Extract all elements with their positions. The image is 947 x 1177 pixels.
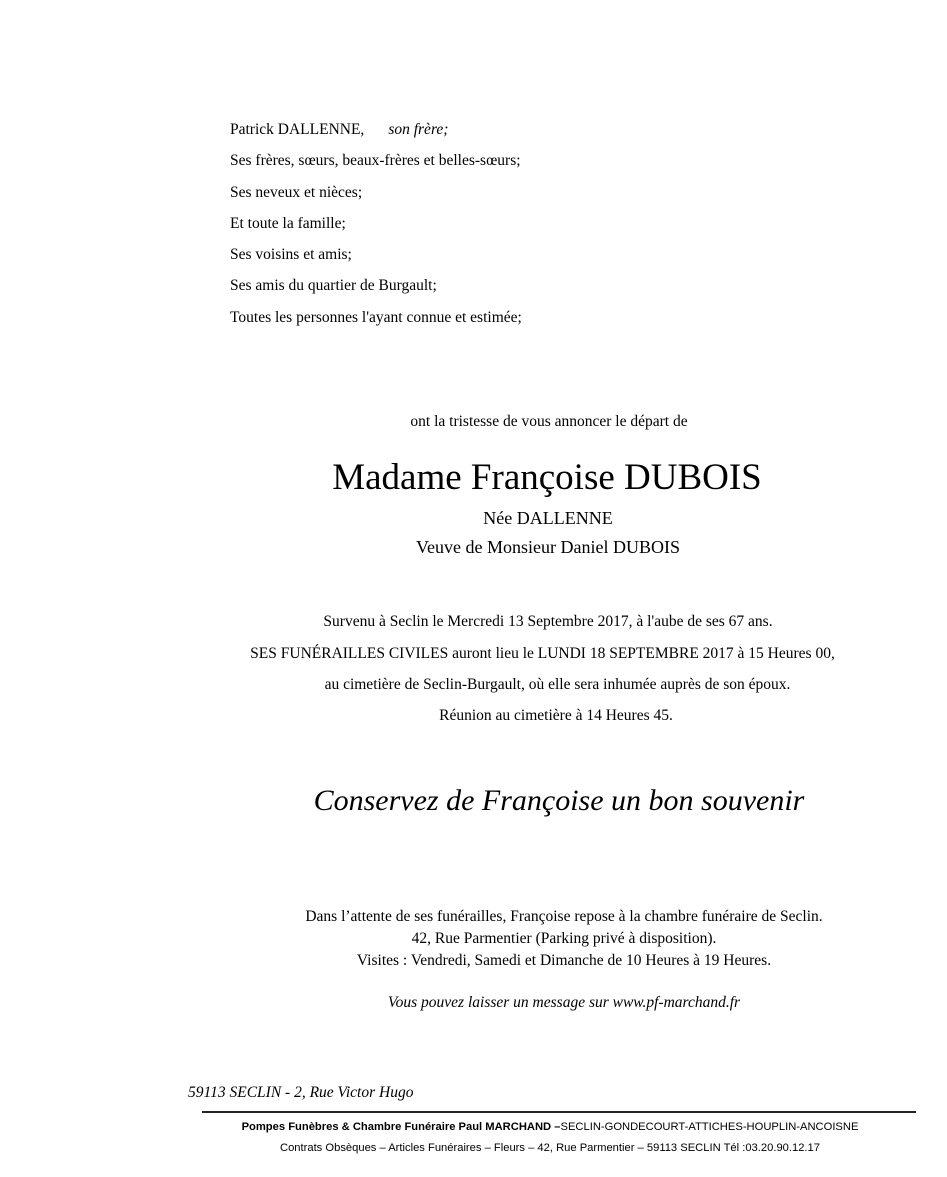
family-line: Ses neveux et nièces; (230, 184, 363, 201)
family-line: Et toute la famille; (230, 215, 346, 232)
visit-address: 42, Rue Parmentier (Parking privé à disposition). (411, 930, 717, 947)
family-line-brother (230, 121, 448, 139)
brother-relation: son frère; (388, 121, 449, 138)
announcement-text: ont la tristesse de vous annoncer le départ de (410, 413, 688, 430)
widow-of: Veuve de Monsieur Daniel DUBOIS (416, 537, 680, 557)
meeting-time: Réunion au cimetière à 14 Heures 45. (439, 707, 673, 724)
death-details: Survenu à Seclin le Mercredi 13 Septembre 2017, à l'aube de ses 67 ans. (323, 613, 773, 630)
footer-company-towns: SECLIN-GONDECOURT-ATTICHES-HOUPLIN-ANCOISNE (560, 1121, 859, 1133)
deceased-name: Madame Françoise DUBOIS (332, 457, 762, 498)
footer-company-name: Pompes Funèbres & Chambre Funéraire Paul MARCHAND – (241, 1121, 561, 1133)
maiden-name: Née DALLENNE (483, 508, 613, 528)
family-line: Ses amis du quartier de Burgault; (230, 277, 437, 294)
memorial-quote: Conservez de Françoise un bon souvenir (313, 784, 805, 817)
footer-divider (202, 1111, 916, 1113)
burial-location: au cimetière de Seclin-Burgault, où elle sera inhumée auprès de son époux. (324, 676, 791, 693)
visit-hours: Visites : Vendredi, Samedi et Dimanche de 10 Heures à 19 Heures. (356, 952, 772, 969)
footer-company (0, 1121, 947, 1133)
address: 59113 SECLIN - 2, Rue Victor Hugo (188, 1084, 414, 1101)
family-line: Toutes les personnes l'ayant connue et estimée; (230, 309, 522, 326)
brother-name: Patrick DALLENNE, (230, 121, 365, 138)
visit-location: Dans l’attente de ses funérailles, Françoise repose à la chambre funéraire de Seclin. (305, 908, 823, 925)
funeral-date: SES FUNÉRAILLES CIVILES auront lieu le LUNDI 18 SEPTEMBRE 2017 à 15 Heures 00, (250, 645, 835, 662)
footer-services: Contrats Obsèques – Articles Funéraires – Fleurs – 42, Rue Parmentier – 59113 SECLIN Tél :03.20.90.12.17 (280, 1142, 820, 1154)
family-line: Ses voisins et amis; (230, 246, 352, 263)
family-line: Ses frères, sœurs, beaux-frères et belles-sœurs; (230, 152, 521, 169)
message-note: Vous pouvez laisser un message sur www.pf-marchand.fr (387, 994, 741, 1011)
